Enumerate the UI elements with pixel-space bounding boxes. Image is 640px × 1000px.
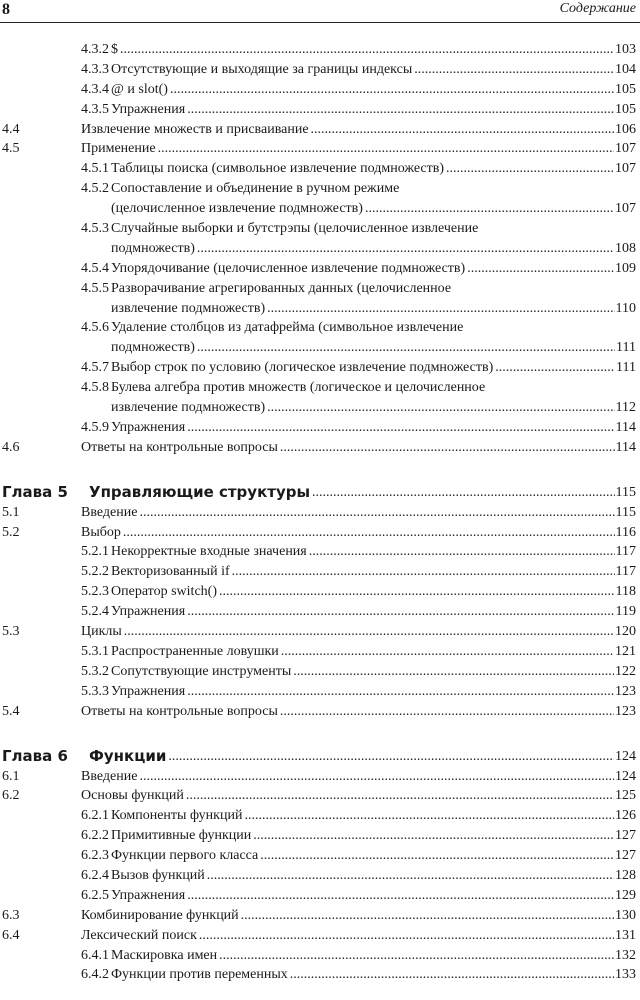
toc-entry-page: 122 <box>614 662 636 682</box>
toc-entry[interactable] <box>0 602 640 622</box>
toc-entry-number: 5.3.1 <box>81 643 109 659</box>
toc-entry-number: 6.2.1 <box>81 808 109 824</box>
toc-entry[interactable] <box>0 965 640 985</box>
toc-entry[interactable] <box>0 438 640 458</box>
dot-leader <box>414 60 614 80</box>
toc-entry-number: 6.3 <box>2 907 20 923</box>
toc-entry-number: Глава 5 <box>2 482 68 501</box>
toc-entry-number: 4.6 <box>2 439 20 455</box>
toc-entry-number: 6.2.4 <box>81 867 109 883</box>
toc-entry-page: 111 <box>615 358 636 378</box>
toc-entry[interactable] <box>0 622 640 642</box>
toc-entry[interactable] <box>0 786 640 806</box>
toc-entry-page: 108 <box>614 239 636 259</box>
toc-chapter[interactable] <box>0 747 640 767</box>
dot-leader <box>158 139 614 159</box>
toc-entry[interactable] <box>0 662 640 682</box>
toc-entry-page: 107 <box>614 199 636 219</box>
chapter-spacer <box>0 722 640 747</box>
toc-entry[interactable] <box>0 682 640 702</box>
dot-leader <box>309 542 615 562</box>
toc-entry-page: 111 <box>615 338 636 358</box>
toc-entry[interactable] <box>0 179 640 199</box>
toc-entry[interactable] <box>0 378 640 398</box>
toc-entry-title: Упражнения <box>111 602 187 622</box>
toc-entry-title: Разворачивание агрегированных данных (целочисленное <box>111 279 453 299</box>
chapter-spacer <box>0 458 640 483</box>
toc-entry-number: 4.5 <box>2 141 20 157</box>
toc-entry-title: Таблицы поиска (символьное извлечение подмножеств) <box>111 159 446 179</box>
dot-leader <box>187 602 614 622</box>
dot-leader <box>120 40 614 60</box>
toc-entry-page: 121 <box>614 642 636 662</box>
toc-entry-title: Циклы <box>81 622 124 642</box>
toc-entry[interactable] <box>0 886 640 906</box>
toc-entry-page: 104 <box>614 60 636 80</box>
toc-entry-number: 5.1 <box>2 504 20 520</box>
toc-entry[interactable] <box>0 582 640 602</box>
toc-entry-title: Извлечение множеств и присваивание <box>81 120 311 140</box>
toc-entry-number: 4.4 <box>2 121 20 137</box>
dot-leader <box>260 846 614 866</box>
toc-entry[interactable] <box>0 139 640 159</box>
toc-entry-title: Оператор switch() <box>111 582 219 602</box>
toc-entry[interactable] <box>0 60 640 80</box>
dot-leader <box>139 503 614 523</box>
toc-entry-title: Упражнения <box>111 682 187 702</box>
toc-entry-page: 103 <box>614 40 636 60</box>
toc-entry-page: 115 <box>615 503 636 523</box>
dot-leader <box>199 926 614 946</box>
toc-entry-number: 6.2.2 <box>81 828 109 844</box>
toc-entry[interactable] <box>0 906 640 926</box>
toc-entry-title: Функции <box>89 746 167 765</box>
toc-entry-title: Случайные выборки и бутстрэпы (целочисленное извлечение <box>111 219 480 239</box>
toc-entry-title: Упорядочивание (целочисленное извлечение подмножеств) <box>111 259 467 279</box>
toc-entry-title: подмножеств) <box>111 239 197 259</box>
toc-entry-title: Примитивные функции <box>111 826 253 846</box>
toc-entry[interactable] <box>0 358 640 378</box>
toc-entry-page: 129 <box>614 886 636 906</box>
dot-leader <box>293 662 614 682</box>
page-number: 8 <box>2 1 10 18</box>
toc-entry-page: 132 <box>614 946 636 966</box>
dot-leader <box>281 642 614 662</box>
toc-entry-page: 120 <box>614 622 636 642</box>
toc-entry[interactable] <box>0 40 640 60</box>
toc-entry[interactable] <box>0 642 640 662</box>
dot-leader <box>232 562 615 582</box>
toc-entry-page: 125 <box>614 786 636 806</box>
dot-leader <box>207 866 614 886</box>
toc-entry-number: 4.5.9 <box>81 419 109 435</box>
toc-entry[interactable] <box>0 159 640 179</box>
dot-leader <box>187 100 614 120</box>
toc-entry-number: 4.5.7 <box>81 360 109 376</box>
toc-entry-number: 4.5.6 <box>81 320 109 336</box>
toc-entry-page: 114 <box>615 418 636 438</box>
toc-entry-number: 6.4.1 <box>81 947 109 963</box>
toc-entry-title: Отсутствующие и выходящие за границы индексы <box>111 60 414 80</box>
dot-leader <box>495 358 615 378</box>
toc-entry[interactable] <box>0 946 640 966</box>
toc-entry-title: Лексический поиск <box>81 926 199 946</box>
toc-entry-number: 6.2 <box>2 788 20 804</box>
toc-entry-number: 4.3.3 <box>81 61 109 77</box>
toc-entry-title: Маскировка имен <box>111 946 219 966</box>
toc-entry[interactable] <box>0 866 640 886</box>
toc-entry[interactable] <box>0 926 640 946</box>
toc-chapter[interactable] <box>0 483 640 503</box>
toc-entry-title: Ответы на контрольные вопросы <box>81 702 280 722</box>
toc-entry-page: 123 <box>614 702 636 722</box>
toc-entry-title: Выбор <box>81 523 123 543</box>
dot-leader <box>253 826 614 846</box>
toc-entry-page: 117 <box>615 562 636 582</box>
toc-entry-title: Введение <box>81 503 139 523</box>
toc-entry-page: 128 <box>614 866 636 886</box>
toc-entry-number: 4.3.4 <box>81 81 109 97</box>
toc-entry-title: подмножеств) <box>111 338 197 358</box>
toc-entry-page: 127 <box>614 826 636 846</box>
toc-entry[interactable] <box>0 806 640 826</box>
toc-entry[interactable] <box>0 826 640 846</box>
toc-entry[interactable] <box>0 338 640 358</box>
running-title: Содержание <box>559 1 636 16</box>
dot-leader <box>365 199 614 219</box>
toc-entry-number: 5.2.2 <box>81 564 109 580</box>
toc-entry[interactable] <box>0 562 640 582</box>
dot-leader <box>244 806 614 826</box>
toc-entry-number: 4.5.1 <box>81 161 109 177</box>
toc-entry-title: Управляющие структуры <box>89 482 311 501</box>
toc-entry-number: 4.5.8 <box>81 380 109 396</box>
toc-entry-title: Применение <box>81 139 158 159</box>
toc-entry[interactable] <box>0 299 640 319</box>
toc-entry-title: Булева алгебра против множеств (логическое и целочисленное <box>111 378 487 398</box>
toc-entry-title: Упражнения <box>111 418 187 438</box>
dot-leader <box>187 418 614 438</box>
toc-entry-title: извлечение подмножеств) <box>111 299 267 319</box>
toc-entry-title: Функции против переменных <box>111 965 290 985</box>
toc-entry[interactable] <box>0 398 640 418</box>
dot-leader <box>187 682 614 702</box>
toc-entry-page: 130 <box>614 906 636 926</box>
toc-entry-page: 109 <box>614 259 636 279</box>
dot-leader <box>197 338 615 358</box>
dot-leader <box>280 438 615 458</box>
toc-entry-page: 124 <box>614 747 636 767</box>
toc-entry-number: 5.2.3 <box>81 584 109 600</box>
toc-entry-title: Упражнения <box>111 100 187 120</box>
dot-leader <box>290 965 614 985</box>
toc-entry-page: 131 <box>614 926 636 946</box>
toc-entry-page: 105 <box>614 100 636 120</box>
dot-leader <box>124 622 614 642</box>
toc-entry-page: 112 <box>615 398 636 418</box>
toc-entry-page: 106 <box>614 120 636 140</box>
toc-entry[interactable] <box>0 542 640 562</box>
toc-entry[interactable] <box>0 219 640 239</box>
dot-leader <box>168 747 614 767</box>
dot-leader <box>139 767 614 787</box>
toc-entry[interactable] <box>0 702 640 722</box>
dot-leader <box>311 120 614 140</box>
toc-entry[interactable] <box>0 199 640 219</box>
toc-entry-number: 4.5.3 <box>81 221 109 237</box>
toc-entry-page: 133 <box>614 965 636 985</box>
dot-leader <box>187 886 614 906</box>
toc-entry-number: 5.3.3 <box>81 683 109 699</box>
toc-entry-title: Сопутствующие инструменты <box>111 662 293 682</box>
dot-leader <box>267 398 614 418</box>
dot-leader <box>197 239 614 259</box>
dot-leader <box>219 582 615 602</box>
toc-entry-title: Функции первого класса <box>111 846 260 866</box>
page-header <box>0 0 640 23</box>
toc-entry[interactable] <box>0 503 640 523</box>
dot-leader <box>123 523 615 543</box>
toc-entry-page: 110 <box>615 299 636 319</box>
toc-entry-title: Векторизованный if <box>111 562 232 582</box>
toc-entry-number: Глава 6 <box>2 746 68 765</box>
toc-entry-page: 107 <box>614 139 636 159</box>
toc-entry-page: 105 <box>614 80 636 100</box>
toc-entry-number: 4.5.2 <box>81 181 109 197</box>
toc-entry-number: 5.3.2 <box>81 663 109 679</box>
toc-entry-page: 124 <box>614 767 636 787</box>
toc-entry-number: 4.3.5 <box>81 101 109 117</box>
toc-entry[interactable] <box>0 318 640 338</box>
toc-entry-number: 6.4.2 <box>81 967 109 983</box>
toc-entry-title: (целочисленное извлечение подмножеств) <box>111 199 365 219</box>
toc-entry-number: 5.2.4 <box>81 604 109 620</box>
toc-entry-title: Сопоставление и объединение в ручном режиме <box>111 179 401 199</box>
toc-entry-title: Вызов функций <box>111 866 207 886</box>
toc-entry-page: 116 <box>615 523 636 543</box>
toc-entry-title: Некорректные входные значения <box>111 542 309 562</box>
toc-entry-title: Компоненты функций <box>111 806 244 826</box>
toc-entry-title: Введение <box>81 767 139 787</box>
dot-leader <box>312 483 614 503</box>
toc-entry[interactable] <box>0 418 640 438</box>
toc-entry[interactable] <box>0 100 640 120</box>
toc-entry-page: 119 <box>615 602 636 622</box>
toc-entry-title: Выбор строк по условию (логическое извлечение подмножеств) <box>111 358 495 378</box>
toc-entry[interactable] <box>0 120 640 140</box>
toc-entry-page: 107 <box>614 159 636 179</box>
toc-entry-number: 6.2.3 <box>81 848 109 864</box>
dot-leader <box>267 299 614 319</box>
toc-entry-number: 5.4 <box>2 703 20 719</box>
toc-entry-title: Комбинирование функций <box>81 906 241 926</box>
table-of-contents <box>0 40 640 985</box>
toc-entry-number: 4.5.4 <box>81 260 109 276</box>
toc-entry-page: 127 <box>614 846 636 866</box>
toc-entry-title: Ответы на контрольные вопросы <box>81 438 280 458</box>
toc-entry-number: 4.3.2 <box>81 42 109 57</box>
dot-leader <box>219 946 614 966</box>
toc-entry-page: 117 <box>615 542 636 562</box>
toc-entry-number: 4.5.5 <box>81 280 109 296</box>
toc-entry[interactable] <box>0 767 640 787</box>
toc-entry-number: 6.1 <box>2 768 20 784</box>
dot-leader <box>446 159 614 179</box>
toc-entry-number: 5.2.1 <box>81 544 109 560</box>
toc-entry-title: извлечение подмножеств) <box>111 398 267 418</box>
toc-entry-page: 114 <box>615 438 636 458</box>
dot-leader <box>241 906 614 926</box>
toc-entry[interactable] <box>0 259 640 279</box>
toc-entry-title: $ <box>111 40 120 60</box>
toc-entry-number: 5.2 <box>2 524 20 540</box>
dot-leader <box>280 702 614 722</box>
toc-entry-number: 5.3 <box>2 624 20 640</box>
toc-entry-title: Распространенные ловушки <box>111 642 281 662</box>
toc-entry[interactable] <box>0 239 640 259</box>
toc-entry[interactable] <box>0 523 640 543</box>
toc-entry[interactable] <box>0 279 640 299</box>
toc-entry-page: 115 <box>615 483 636 503</box>
toc-entry-page: 123 <box>614 682 636 702</box>
toc-entry-title: Упражнения <box>111 886 187 906</box>
dot-leader <box>186 786 614 806</box>
toc-entry-title: Основы функций <box>81 786 186 806</box>
toc-entry-title: Удаление столбцов из датафрейма (символьное извлечение <box>111 318 465 338</box>
toc-entry-page: 118 <box>615 582 636 602</box>
toc-entry-title: @ и slot() <box>111 80 170 100</box>
toc-entry-number: 6.2.5 <box>81 887 109 903</box>
toc-entry[interactable] <box>0 846 640 866</box>
dot-leader <box>467 259 614 279</box>
toc-entry-number: 6.4 <box>2 927 20 943</box>
dot-leader <box>170 80 614 100</box>
toc-entry[interactable] <box>0 80 640 100</box>
toc-entry-page: 126 <box>614 806 636 826</box>
